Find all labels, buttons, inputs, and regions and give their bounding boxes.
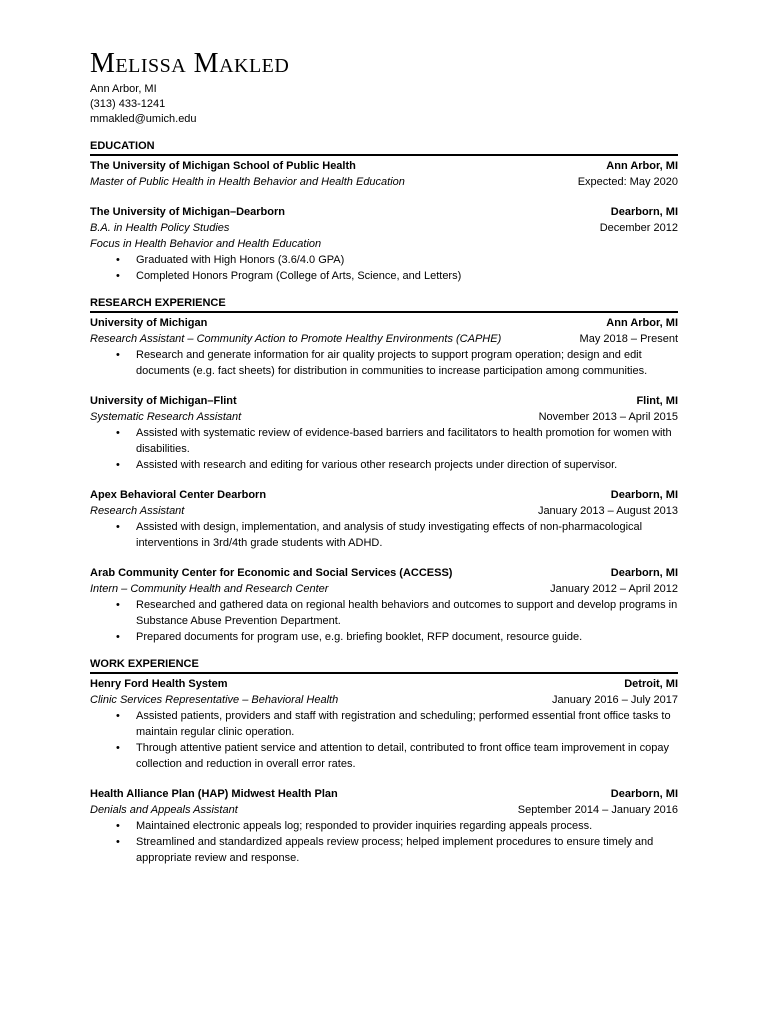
entry-location: Ann Arbor, MI (606, 160, 678, 172)
entry (90, 393, 678, 473)
entry-header-row (90, 786, 678, 802)
entry-role: Research Assistant – Community Action to Promote Healthy Environments (CAPHE) (90, 333, 502, 345)
education-entries (90, 156, 678, 284)
entry-organization: Arab Community Center for Economic and Social Services (ACCESS) (90, 567, 453, 579)
section-title: EDUCATION (90, 139, 678, 156)
entry-location: Flint, MI (636, 395, 678, 407)
entry-role-row (90, 409, 678, 425)
resume-header (90, 50, 678, 127)
bullet-item: • Researched and gathered data on regional health behaviors and outcomes to support and develop programs in Substance Abuse Prevention Department. (90, 597, 678, 629)
entry-role-row (90, 220, 678, 236)
entry-header-row (90, 158, 678, 174)
bullet-item: • Assisted with systematic review of evidence-based barriers and facilitators to health promotion for women with disabilities. (90, 425, 678, 457)
entry-location: Dearborn, MI (610, 206, 678, 218)
entry-header-row (90, 393, 678, 409)
entry-location: Dearborn, MI (610, 567, 678, 579)
bullet-list (90, 347, 678, 379)
entry-location: Ann Arbor, MI (606, 317, 678, 329)
entry (90, 786, 678, 866)
bullet-item: • Maintained electronic appeals log; responded to provider inquiries regarding appeals process. (90, 818, 678, 834)
entry (90, 315, 678, 379)
bullet-list (90, 519, 678, 551)
research-entries (90, 313, 678, 645)
entry-date: Expected: May 2020 (577, 176, 678, 188)
entry-role: Research Assistant (90, 505, 185, 517)
entry-date: May 2018 – Present (579, 333, 678, 345)
entry-role-row (90, 692, 678, 708)
entry-organization: Health Alliance Plan (HAP) Midwest Health Plan (90, 788, 338, 800)
entry-date: December 2012 (599, 222, 678, 234)
work-entries (90, 674, 678, 866)
entry-role: Denials and Appeals Assistant (90, 804, 238, 816)
entry-role: Intern – Community Health and Research Center (90, 583, 329, 595)
entry-focus: Focus in Health Behavior and Health Education (90, 238, 322, 250)
bullet-list (90, 597, 678, 645)
work-section (90, 657, 678, 866)
bullet-item: • Through attentive patient service and attention to detail, contributed to front office team improvement in copay collection and reduction in overall error rates. (90, 740, 678, 772)
bullet-item: • Streamlined and standardized appeals review process; helped implement procedures to ensure timely and appropriate review and response. (90, 834, 678, 866)
contact-location: Ann Arbor, MI (90, 83, 157, 95)
entry-organization: University of Michigan–Flint (90, 395, 237, 407)
bullet-list (90, 425, 678, 473)
bullet-item: • Research and generate information for air quality projects to support program operation; design and edit documents (e.g. fact sheets) for distribution in communities to increase participation among communities. (90, 347, 678, 379)
entry (90, 204, 678, 284)
entry (90, 487, 678, 551)
entry-role-row (90, 802, 678, 818)
entry-role: Master of Public Health in Health Behavior and Health Education (90, 176, 405, 188)
entry-role-row (90, 174, 678, 190)
entry-organization: Henry Ford Health System (90, 678, 228, 690)
entry-header-row (90, 315, 678, 331)
entry-role-row (90, 581, 678, 597)
entry-date: January 2012 – April 2012 (550, 583, 678, 595)
entry (90, 676, 678, 772)
bullet-item: • Assisted with research and editing for various other research projects under direction of supervisor. (90, 457, 678, 473)
entry-organization: Apex Behavioral Center Dearborn (90, 489, 267, 501)
entry-role: Clinic Services Representative – Behavioral Health (90, 694, 339, 706)
entry-header-row (90, 565, 678, 581)
entry-date: September 2014 – January 2016 (517, 804, 678, 816)
section-title: WORK EXPERIENCE (90, 657, 678, 674)
contact-email: mmakled@umich.edu (90, 113, 197, 125)
entry-header-row (90, 676, 678, 692)
entry-role-row (90, 503, 678, 519)
entry-location: Dearborn, MI (610, 489, 678, 501)
research-section (90, 296, 678, 645)
entry-header-row (90, 487, 678, 503)
education-section (90, 139, 678, 284)
bullet-item: • Completed Honors Program (College of Arts, Science, and Letters) (90, 268, 678, 284)
entry-date: January 2013 – August 2013 (537, 505, 678, 517)
bullet-item: • Assisted patients, providers and staff with registration and scheduling; performed essential front office tasks to maintain regular clinic operation. (90, 708, 678, 740)
entry-organization: University of Michigan (90, 317, 208, 329)
entry-role: B.A. in Health Policy Studies (90, 222, 230, 234)
entry-organization: The University of Michigan–Dearborn (90, 206, 285, 218)
entry (90, 158, 678, 190)
entry-role: Systematic Research Assistant (90, 411, 242, 423)
entry (90, 565, 678, 645)
entry-organization: The University of Michigan School of Public Health (90, 160, 356, 172)
entry-date: January 2016 – July 2017 (552, 694, 678, 706)
entry-location: Detroit, MI (624, 678, 678, 690)
contact-phone: (313) 433-1241 (90, 98, 166, 110)
entry-location: Dearborn, MI (610, 788, 678, 800)
bullet-item: • Assisted with design, implementation, and analysis of study investigating effects of non-pharmacological interventions in 3rd/4th grade students with ADHD. (90, 519, 678, 551)
bullet-list (90, 818, 678, 866)
candidate-name: Melissa Makled (90, 48, 290, 79)
entry-date: November 2013 – April 2015 (538, 411, 678, 423)
bullet-item: • Graduated with High Honors (3.6/4.0 GPA) (90, 252, 678, 268)
resume-content (90, 50, 678, 870)
bullet-list (90, 708, 678, 772)
entry-header-row (90, 204, 678, 220)
bullet-list (90, 252, 678, 284)
entry-role-row (90, 331, 678, 347)
bullet-item: • Prepared documents for program use, e.g. briefing booklet, RFP document, resource guide. (90, 629, 678, 645)
section-title: RESEARCH EXPERIENCE (90, 296, 678, 313)
